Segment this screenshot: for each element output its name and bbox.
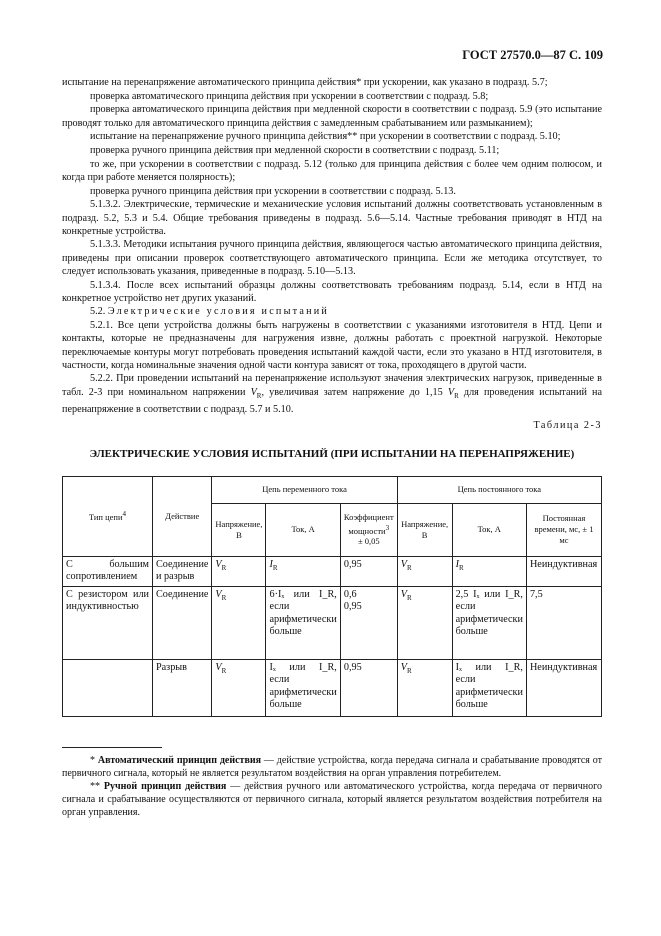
header-type: Тип цепи$^4$ — [63, 476, 153, 556]
cell-type: С резистором или индуктивностью — [63, 586, 153, 659]
cell-dc-current: 2,5 Iₓ или I_R, если арифметически больше — [452, 586, 526, 659]
table-row — [63, 659, 602, 716]
cell-dc-current: Iₓ или I_R, если арифметически больше — [452, 659, 526, 716]
cell-dc-voltage: $V_R$ — [397, 659, 452, 716]
cell-action: Разрыв — [152, 659, 211, 716]
table-row — [63, 586, 602, 659]
header-pf: Коэффициент мощности$^3$ ± 0,05 — [340, 503, 397, 556]
header-ac-voltage: Напряжение, В — [212, 503, 266, 556]
paragraph: испытание на перенапряжение автоматического принципа действия* при ускорении, как указано в подразд. 5.7; — [62, 77, 548, 88]
paragraph: проверка ручного принципа действия при ускорении в соответствии с подразд. 5.13. — [90, 185, 456, 197]
cell-action: Соединение — [152, 586, 211, 659]
paragraph: то же, при ускорении в соответствии с подразд. 5.12 (только для принципа действия с более чем одним полюсом, и когда при работе меняется полярность); — [62, 158, 602, 183]
cell-ac-voltage: $V_R$ — [212, 659, 266, 716]
cell-action: Соединение и разрыв — [152, 556, 211, 586]
header-time-constant: Постоянная времени, мс, ± 1 мс — [526, 503, 601, 556]
paragraph: 5.1.3.3. Методики испытания ручного принципа действия, являющегося частью автоматического принципа действия, приведены при описании проверок соответствующего автоматического принципа. Если же методика отсутствует, то следует использовать указания, приведенные в подразд. 5.10—5.13. — [62, 239, 602, 277]
paragraph: проверка ручного принципа действия при медленной скорости в соответствии с подразд. 5.11; — [90, 145, 500, 157]
header-dc-voltage: Напряжение, В — [397, 503, 452, 556]
cell-dc-voltage: $V_R$ — [397, 556, 452, 586]
header-dc-current: Ток, А — [452, 503, 526, 556]
table-row — [63, 556, 602, 586]
cell-time-constant: Неиндуктивная — [526, 556, 601, 586]
cell-pf: 0,95 — [340, 556, 397, 586]
footnote-divider — [62, 747, 162, 748]
section-title: Электрические условия испытаний — [107, 306, 330, 318]
table-label: Таблица 2-3 — [533, 420, 602, 432]
cell-ac-voltage: $V_R$ — [212, 556, 266, 586]
cell-time-constant: Неиндуктивная — [526, 659, 601, 716]
table-title: ЭЛЕКТРИЧЕСКИЕ УСЛОВИЯ ИСПЫТАНИЙ (ПРИ ИСПЫТАНИИ НА ПЕРЕНАПРЯЖЕНИЕ) — [89, 448, 575, 461]
cell-dc-voltage: $V_R$ — [397, 586, 452, 659]
cell-time-constant: 7,5 — [526, 586, 601, 659]
paragraph-522: 5.2.2. При проведении испытаний на перенапряжение используют значения электрических нагрузок, приведенные в табл. 2-3 при номинальном напряжении $V_R$, увеличивая затем напряжение до 1,15 $V_R$ для проведения испытаний на перенапряжение в соответствии с подразд. 5.7 и 5.10. — [62, 373, 602, 415]
cell-type — [63, 659, 153, 716]
document-body — [62, 76, 602, 820]
cell-ac-current: 6·Iₓ или I_R, если арифметически больше — [266, 586, 340, 659]
paragraph: испытание на перенапряжение ручного принципа действия** при ускорении в соответствии с подразд. 5.10; — [90, 131, 561, 143]
header-ac: Цепь переменного тока — [212, 476, 397, 503]
section-heading — [62, 305, 602, 318]
paragraph: 5.2.1. Все цепи устройства должны быть нагружены в соответствии с указаниями изготовителя в НТД. Цепи и контакты, которые не предназначены для нагружения извне, должны работать с проектной нагрузкой. Некоторые переключаемые контуры могут потребовать проведения испытаний каждой части, если это указано в НТД изготовителя, в частности, когда номинальные значения одной части контура зависят от тока, проходящего в другой части. — [62, 320, 602, 371]
footnote: ** Ручной принцип действия — действия ручного или автоматического устройства, когда передача от первичного сигнала и срабатывание осуществляются от первичного сигнала, который является результатом воздействия потребителя на орган управления. — [62, 781, 603, 819]
cell-pf: 0,6 0,95 — [340, 586, 397, 659]
cell-type: С большим сопротивлением — [63, 556, 153, 586]
header-ac-current: Ток, А — [266, 503, 340, 556]
cell-ac-voltage: $V_R$ — [212, 586, 266, 659]
cell-ac-current: Iₓ или I_R, если арифметически больше — [266, 659, 340, 716]
cell-pf: 0,95 — [340, 659, 397, 716]
cell-ac-current: $I_R$ — [266, 556, 340, 586]
cell-dc-current: $I_R$ — [452, 556, 526, 586]
paragraph: 5.1.3.2. Электрические, термические и механические условия испытаний должны соответствовать установленным в подразд. 5.2, 5.3 и 5.4. Общие требования приведены в подразд. 5.6—5.14. Частные требования приводят в НТД на конкретные устройства. — [62, 199, 602, 237]
header-dc: Цепь постоянного тока — [397, 476, 601, 503]
conditions-table — [62, 476, 602, 717]
page-header: ГОСТ 27570.0—87 С. 109 — [462, 48, 603, 62]
paragraph: проверка автоматического принципа действия при ускорении в соответствии с подразд. 5.8; — [90, 90, 489, 102]
header-action: Действие — [152, 476, 211, 556]
paragraph: 5.1.3.4. После всех испытаний образцы должны соответствовать требованиям подразд. 5.14, если в НТД на конкретное устройство нет других указаний. — [62, 279, 602, 304]
section-number: 5.2. — [90, 306, 106, 318]
footnote: * Автоматический принцип действия — действие устройства, когда передача сигнала и срабатывание проводятся от первичного сигнала, который не является результатом воздействия на орган управления потребителем. — [62, 754, 603, 779]
paragraph: проверка автоматического принципа действия при медленной скорости в соответствии с подразд. 5.9 (это испытание проводят только для автоматического принципа действия с замедленным срабатыванием или размыканием); — [62, 104, 602, 129]
